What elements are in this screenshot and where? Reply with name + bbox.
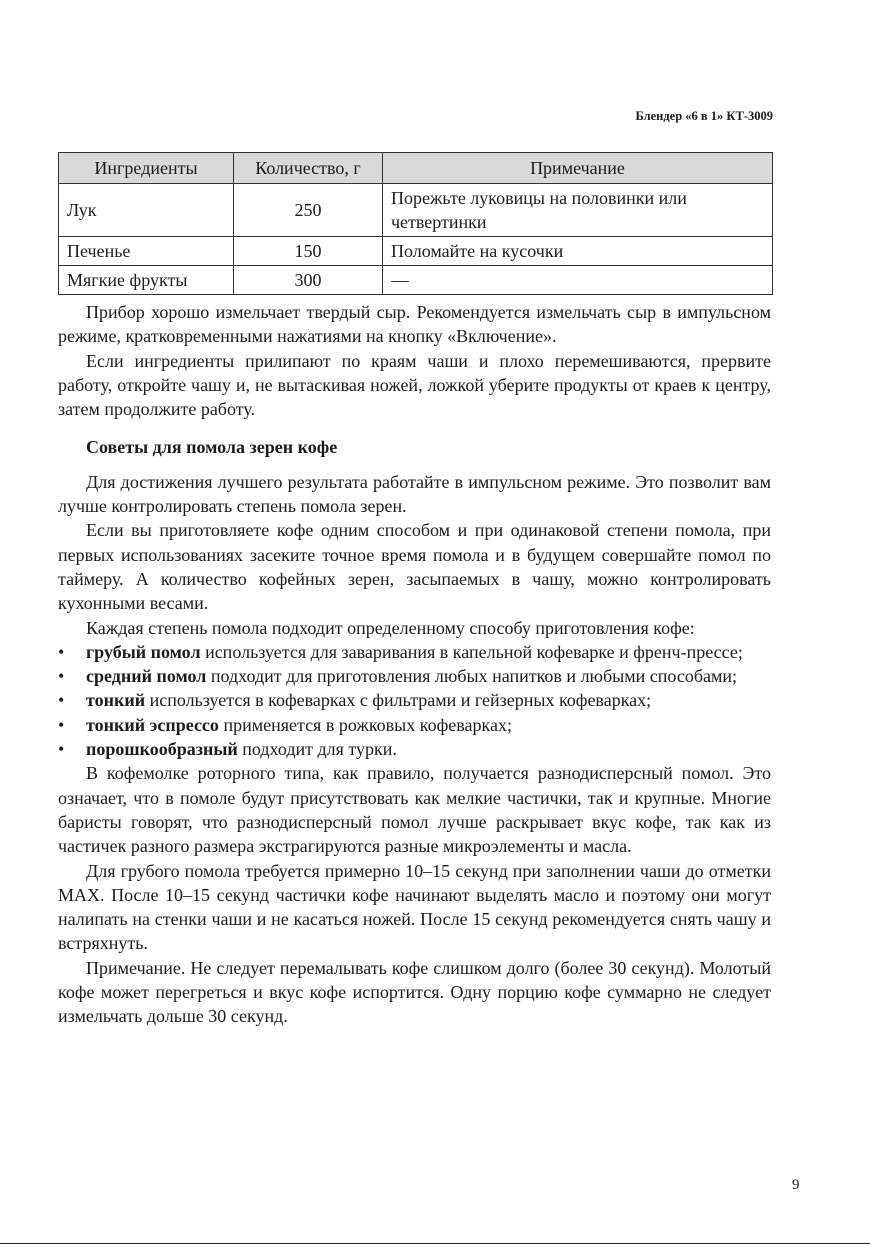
paragraph: В кофемолке роторного типа, как правило, получается разнодисперсный помол. Это означает, что в помоле будут присутствовать как мелкие частички, так и крупные. Многие баристы говорят, что разнодисперсный помол лучше раскрывает вкус кофе, так как из частичек разного размера экстрагируются разные микроэлементы и масла. bbox=[58, 763, 771, 857]
paragraph: Каждая степень помола подходит определенному способу приготовления кофе: bbox=[86, 617, 695, 638]
list-item bbox=[58, 713, 771, 737]
list-item-text: применяется в рожковых кофеварках; bbox=[218, 714, 512, 735]
list-item bbox=[58, 737, 771, 761]
table-header-row bbox=[59, 153, 773, 184]
list-item-term: средний помол bbox=[86, 666, 207, 687]
list-item bbox=[58, 688, 771, 712]
list-item-term: тонкий эспрессо bbox=[86, 714, 219, 735]
bullet: • bbox=[58, 666, 65, 687]
paragraph: Если ингредиенты прилипают по краям чаши и плохо перемешиваются, прервите работу, откройте чашу и, не вытаскивая ножей, ложкой уберите продукты от краев к центру, затем продолжите работу. bbox=[58, 350, 771, 420]
paragraph: Примечание. Не следует перемалывать кофе слишком долго (более 30 секунд). Молотый кофе может перегреться и вкус кофе испортится. Одну порцию кофе суммарно не следует измельчать дольше 30 секунд. bbox=[58, 957, 771, 1027]
table-row bbox=[59, 184, 773, 237]
table-cell: — bbox=[383, 266, 773, 295]
table-cell: Лук bbox=[59, 184, 234, 237]
list-item-term: грубый помол bbox=[86, 641, 201, 662]
ingredients-table bbox=[58, 152, 773, 295]
body-text bbox=[58, 300, 771, 1029]
table-header-cell: Ингредиенты bbox=[59, 153, 234, 184]
paragraph: Для грубого помола требуется примерно 10–15 секунд при заполнении чаши до отметки MAX. После 10–15 секунд частички кофе начинают выделять масло и поэтому они могут налипать на стенки чаши и не касаться ножей. После 15 секунд рекомендуется снять чашу и встряхнуть. bbox=[58, 860, 771, 954]
bullet: • bbox=[58, 714, 65, 735]
bottom-rule bbox=[0, 1243, 870, 1244]
section-heading: Советы для помола зерен кофе bbox=[86, 437, 338, 458]
table-cell: Мягкие фрукты bbox=[59, 266, 234, 295]
bullet: • bbox=[58, 641, 65, 662]
paragraph: Для достижения лучшего результата работайте в импульсном режиме. Это позволит вам лучше контролировать степень помола зерен. bbox=[58, 471, 771, 517]
list-item bbox=[58, 664, 771, 688]
list-item-term: тонкий bbox=[86, 690, 146, 711]
table-cell: 250 bbox=[234, 184, 383, 237]
table-cell: Поломайте на кусочки bbox=[383, 237, 773, 266]
list-item-term: порошкообразный bbox=[86, 739, 238, 760]
list-item-text: используется в кофеварках с фильтрами и гейзерных кофеварках; bbox=[145, 690, 652, 711]
list-item-text: подходит для турки. bbox=[237, 739, 397, 760]
grind-list bbox=[58, 640, 771, 761]
list-item bbox=[58, 640, 771, 664]
table-cell: 150 bbox=[234, 237, 383, 266]
page-number: 9 bbox=[792, 1177, 800, 1193]
table-cell: Печенье bbox=[59, 237, 234, 266]
table-cell: 300 bbox=[234, 266, 383, 295]
paragraph: Прибор хорошо измельчает твердый сыр. Рекомендуется измельчать сыр в импульсном режиме, кратковременными нажатиями на кнопку «Включение». bbox=[58, 302, 771, 347]
list-item-text: используется для заваривания в капельной кофеварке и френч-прессе; bbox=[200, 641, 743, 662]
table-cell: Порежьте луковицы на половинки или четвертинки bbox=[383, 184, 773, 237]
list-item-text: подходит для приготовления любых напитков и любыми способами; bbox=[206, 666, 738, 687]
table-header-cell: Количество, г bbox=[234, 153, 383, 184]
bullet: • bbox=[58, 739, 65, 760]
table-header-cell: Примечание bbox=[383, 153, 773, 184]
running-header: Блендер «6 в 1» КТ-3009 bbox=[635, 109, 773, 123]
table-row bbox=[59, 237, 773, 266]
bullet: • bbox=[58, 690, 65, 711]
table-row bbox=[59, 266, 773, 295]
paragraph: Если вы приготовляете кофе одним способом и при одинаковой степени помола, при первых использованиях засеките точное время помола и в будущем совершайте помол по таймеру. А количество кофейных зерен, засыпаемых в чашу, можно контролировать кухонными весами. bbox=[58, 520, 771, 614]
